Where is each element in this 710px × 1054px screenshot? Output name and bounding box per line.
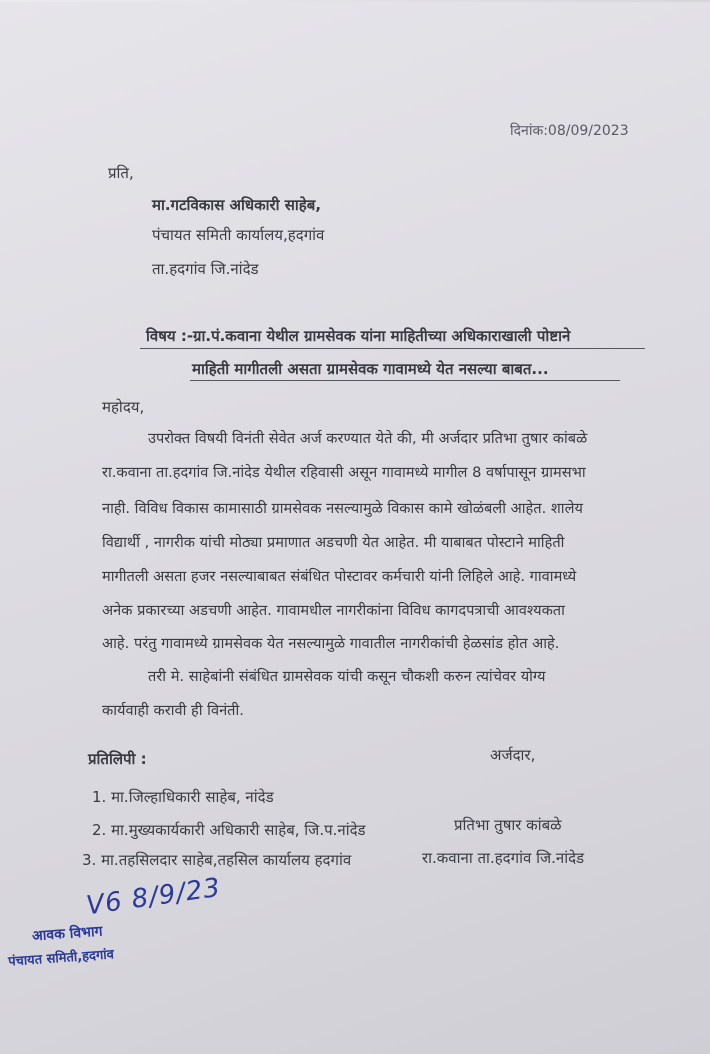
recipient-line-2: पंचायत समिती कार्यालय,हदगांव	[152, 226, 325, 244]
body-line: आहे. परंतु गावामध्ये ग्रामसेवक येत नसल्यामुळे गावातील नागरीकांची हेळसांड होत आहे.	[102, 635, 560, 652]
handwritten-signature-date: V6 8/9/23	[84, 872, 223, 922]
recipient-line-3: ता.हदगांव जि.नांदेड	[152, 260, 259, 278]
body-line: नाही. विविध विकास कामासाठी ग्रामसेवक नसल्यामुळे विकास कामे खोळंबली आहेत. शालेय	[102, 500, 583, 517]
body-line: मागीतली असता हजर नसल्याबाबत संबंधित पोस्टावर कर्मचारी यांनी लिहिले आहे. गावामध्ये	[102, 568, 577, 585]
inward-stamp	[0, 872, 230, 978]
body-line: अनेक प्रकारच्या अडचणी आहेत. गावामधील नागरीकांना विविध कागदपत्राची आवश्यकता	[102, 602, 565, 619]
letter-date: दिनांक:08/09/2023	[510, 123, 629, 139]
copy-item-2: 2. मा.मुख्यकार्यकारी अधिकारी साहेब, जि.प.नांदेड	[92, 821, 366, 839]
copy-item-1: 1. मा.जिल्हाधिकारी साहेब, नांदेड	[92, 788, 274, 806]
stamp-line-1: आवक विभाग	[31, 923, 103, 945]
body-line: रा.कवाना ता.हदगांव जि.नांदेड येथील रहिवासी असून गावामध्ये मागील 8 वर्षापासून ग्रामसभा	[102, 464, 586, 481]
body-line: कार्यवाही करावी ही विनंती.	[102, 702, 244, 719]
paper-edge	[0, 0, 710, 2]
recipient-line-1: मा.गटविकास अधिकारी साहेब,	[152, 196, 322, 214]
body-line: उपरोक्त विषयी विनंती सेवेत अर्ज करण्यात येते की, मी अर्जदार प्रतिभा तुषार कांबळे	[148, 430, 588, 447]
subject-line-2: माहिती मागीतली असता ग्रामसेवक गावामध्ये येत नसल्या बाबत...	[192, 360, 549, 378]
copy-label: प्रतिलिपी :	[88, 750, 147, 768]
applicant-address: रा.कवाना ता.हदगांव जि.नांदेड	[422, 849, 585, 867]
body-line: विद्यार्थी , नागरीक यांची मोठ्या प्रमाणात अडचणी येत आहेत. मी याबाबत पोस्टाने माहिती	[102, 534, 565, 551]
subject-underline-2	[190, 380, 620, 381]
copy-item-3: 3. मा.तहसिलदार साहेब,तहसिल कार्यालय हदगांव	[82, 851, 352, 869]
body-line: तरी मे. साहेबांनी संबंधित ग्रामसेवक यांची कसून चौकशी करुन त्यांचेवर योग्य	[148, 668, 546, 685]
greeting: महोदय,	[102, 398, 145, 416]
subject-underline-1	[140, 348, 645, 349]
salutation-to: प्रति,	[108, 164, 134, 182]
subject-line-1: विषय :-ग्रा.पं.कवाना येथील ग्रामसेवक यांना माहितीच्या अधिकाराखाली पोष्टाने	[146, 327, 571, 345]
applicant-label: अर्जदार,	[490, 746, 536, 764]
applicant-name: प्रतिभा तुषार कांबळे	[454, 816, 562, 834]
stamp-line-2: पंचायत समिती,हदगांव	[7, 947, 115, 970]
